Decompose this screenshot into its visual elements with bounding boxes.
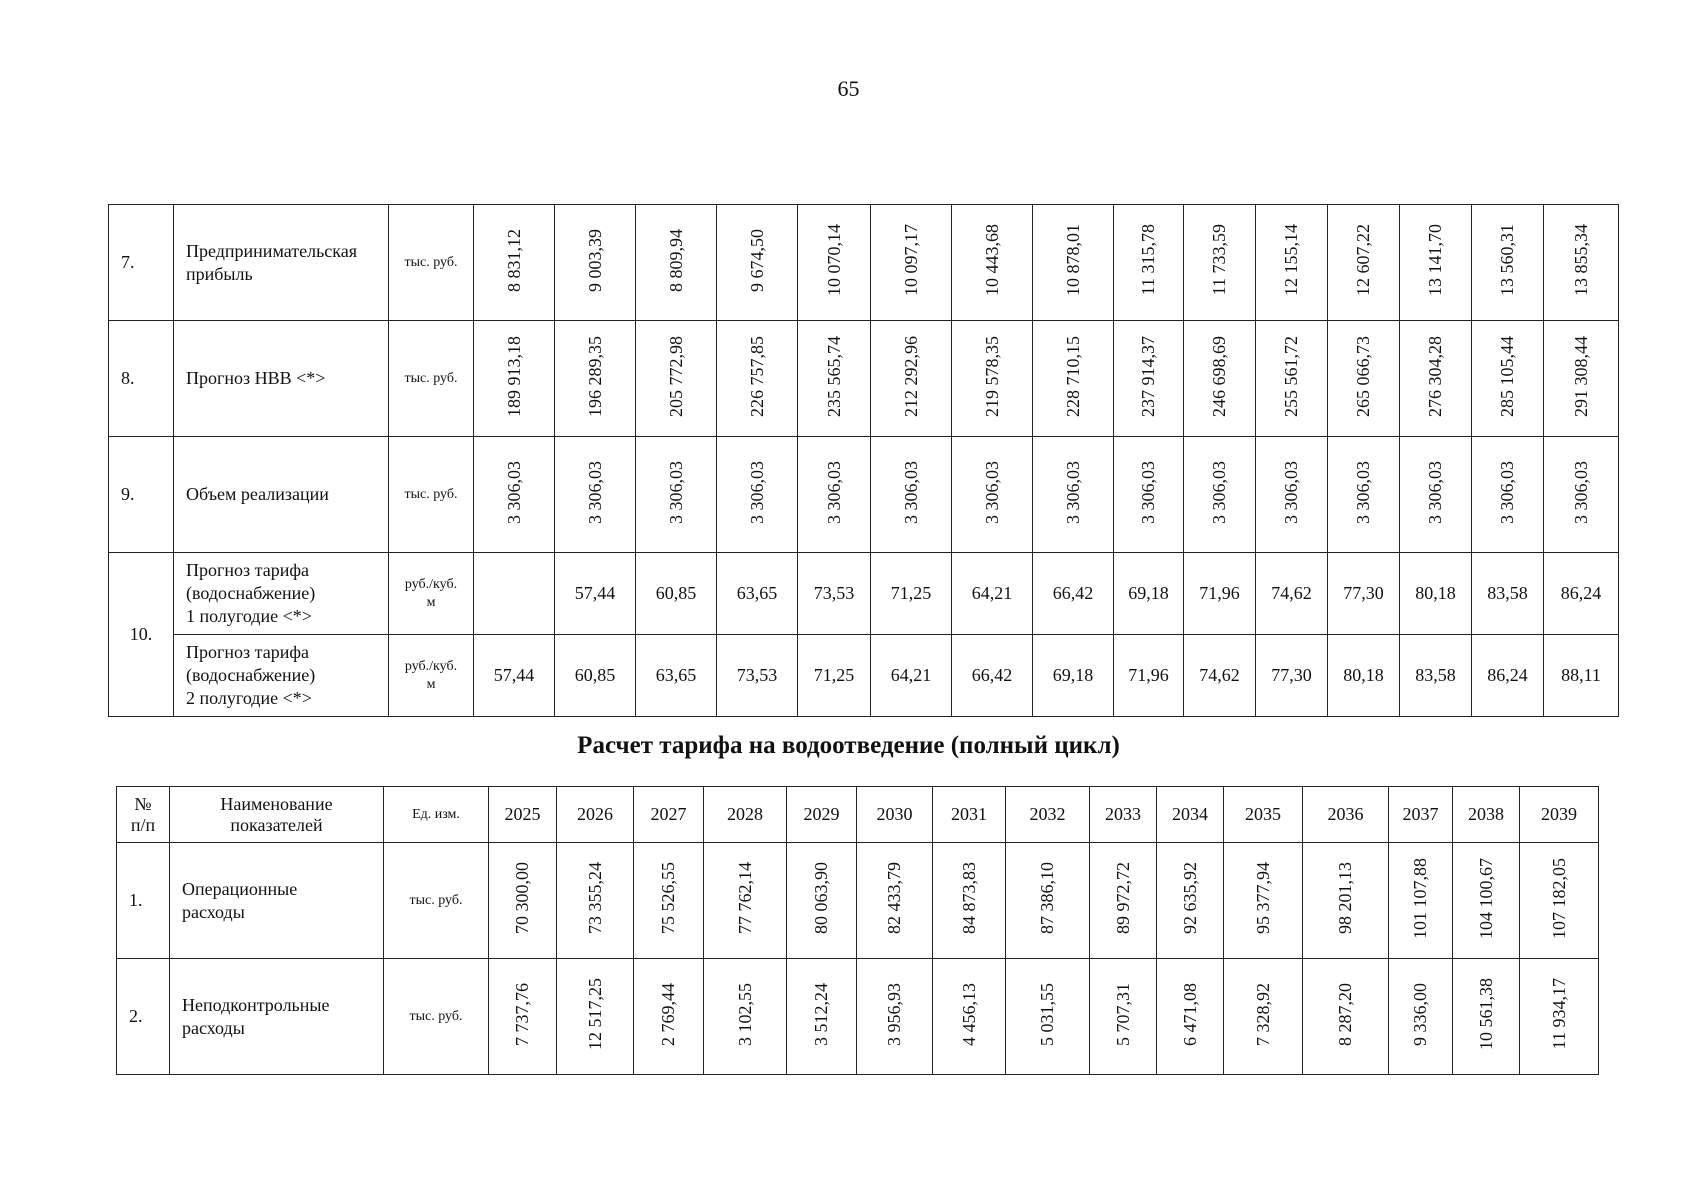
cell-value: 8 287,20 <box>1335 982 1355 1046</box>
value-cell <box>717 321 798 437</box>
header-number <box>117 787 170 843</box>
cell-value: 104 100,67 <box>1475 857 1496 939</box>
name-line: 2 полугодие <*> <box>186 688 312 708</box>
value-cell <box>1033 205 1114 321</box>
indicator-name <box>174 635 389 717</box>
value-cell <box>798 437 871 553</box>
value-cell <box>1114 437 1184 553</box>
cell-value: 12 607,22 <box>1353 224 1373 296</box>
cell-value: 6 471,08 <box>1179 982 1200 1046</box>
row-number: 1. <box>117 843 170 959</box>
cell-value: 3 306,03 <box>1281 460 1301 524</box>
cell-value: 235 565,74 <box>823 335 844 417</box>
value-cell: 66,42 <box>1033 553 1114 635</box>
cell-value: 9 336,00 <box>1410 982 1430 1046</box>
header-line: Наименование <box>220 793 333 814</box>
year-header: 2038 <box>1453 787 1520 843</box>
cell-value: 8 831,12 <box>503 228 524 292</box>
cell-value: 13 141,70 <box>1425 224 1445 296</box>
value-cell: 71,96 <box>1184 553 1256 635</box>
cell-value: 291 308,44 <box>1570 335 1591 417</box>
cell-value: 89 972,72 <box>1112 862 1133 934</box>
value-cell <box>1184 437 1256 553</box>
cell-value: 77 762,14 <box>734 862 755 934</box>
table-header-row <box>117 787 1599 843</box>
cell-value: 10 443,68 <box>981 224 1002 296</box>
cell-value: 3 512,24 <box>811 982 831 1046</box>
value-cell <box>1544 437 1619 553</box>
value-cell <box>933 843 1006 959</box>
cell-value: 3 306,03 <box>1497 460 1517 524</box>
value-cell: 77,30 <box>1328 553 1400 635</box>
value-cell <box>1520 843 1599 959</box>
name-line: (водоснабжение) <box>186 665 316 685</box>
value-cell <box>952 321 1033 437</box>
value-cell <box>634 843 704 959</box>
value-cell <box>636 205 717 321</box>
table-row <box>117 959 1599 1075</box>
value-cell <box>787 959 857 1075</box>
cell-value: 7 737,76 <box>512 982 532 1046</box>
value-cell <box>1006 959 1090 1075</box>
name-line: расходы <box>182 1017 245 1038</box>
unit-line: руб./куб. <box>404 658 458 674</box>
value-cell <box>489 959 557 1075</box>
value-cell <box>717 437 798 553</box>
name-line: 1 полугодие <*> <box>186 606 312 626</box>
cell-value: 226 757,85 <box>746 335 767 417</box>
value-cell: 74,62 <box>1184 635 1256 717</box>
cell-value: 82 433,79 <box>884 862 904 934</box>
cell-value: 10 070,14 <box>823 224 844 296</box>
name-line: Прогноз тарифа <box>186 560 309 580</box>
value-cell: 83,58 <box>1400 635 1472 717</box>
indicator-name: Объем реализации <box>174 437 389 553</box>
value-cell <box>474 437 555 553</box>
value-cell <box>704 843 787 959</box>
value-cell <box>1400 321 1472 437</box>
cell-value: 3 306,03 <box>981 460 1002 524</box>
value-cell <box>1400 437 1472 553</box>
cell-value: 13 560,31 <box>1497 224 1517 296</box>
value-cell <box>1114 205 1184 321</box>
value-cell <box>1256 321 1328 437</box>
table-row <box>109 321 1619 437</box>
cell-value: 4 456,13 <box>958 982 979 1046</box>
value-cell <box>1033 437 1114 553</box>
value-cell: 63,65 <box>636 635 717 717</box>
header-unit: Ед. изм. <box>384 787 489 843</box>
cell-value: 3 306,03 <box>1062 460 1083 524</box>
cell-value: 70 300,00 <box>512 862 532 934</box>
table-row <box>109 635 1619 717</box>
value-cell: 73,53 <box>798 553 871 635</box>
name-line: Операционные <box>182 878 298 899</box>
value-cell <box>1328 321 1400 437</box>
value-cell <box>474 321 555 437</box>
value-cell: 74,62 <box>1256 553 1328 635</box>
value-cell: 63,65 <box>717 553 798 635</box>
value-cell: 71,25 <box>871 553 952 635</box>
cell-value: 98 201,13 <box>1335 862 1355 934</box>
value-cell: 60,85 <box>555 635 636 717</box>
value-cell <box>857 959 933 1075</box>
value-cell: 64,21 <box>871 635 952 717</box>
value-cell <box>933 959 1006 1075</box>
value-cell <box>557 959 634 1075</box>
section-title: Расчет тарифа на водоотведение (полный цикл) <box>577 732 1120 759</box>
cell-value: 95 377,94 <box>1252 862 1273 934</box>
value-cell <box>555 205 636 321</box>
cell-value: 11 934,17 <box>1548 978 1569 1050</box>
cell-value: 7 328,92 <box>1252 982 1273 1046</box>
header-line: п/п <box>130 814 156 835</box>
cell-value: 3 306,03 <box>1353 460 1373 524</box>
year-header: 2037 <box>1389 787 1453 843</box>
year-header: 2031 <box>933 787 1006 843</box>
value-cell: 88,11 <box>1544 635 1619 717</box>
cell-value: 13 855,34 <box>1570 224 1591 296</box>
indicator-name <box>170 843 384 959</box>
cell-value: 10 878,01 <box>1062 224 1083 296</box>
value-cell <box>474 205 555 321</box>
unit-cell: тыс. руб. <box>384 843 489 959</box>
value-cell: 71,25 <box>798 635 871 717</box>
value-cell <box>1389 843 1453 959</box>
name-line: (водоснабжение) <box>186 583 316 603</box>
indicator-name <box>174 553 389 635</box>
cell-value: 3 306,03 <box>1209 460 1229 524</box>
value-cell <box>798 321 871 437</box>
header-name <box>170 787 384 843</box>
cell-value: 285 105,44 <box>1497 335 1517 417</box>
value-cell <box>1184 321 1256 437</box>
cell-value: 3 956,93 <box>884 982 904 1046</box>
value-cell <box>1303 959 1389 1075</box>
year-header: 2029 <box>787 787 857 843</box>
value-cell <box>717 205 798 321</box>
cell-value: 246 698,69 <box>1209 335 1229 417</box>
unit-cell <box>389 635 474 717</box>
unit-cell: тыс. руб. <box>389 205 474 321</box>
table-row <box>117 843 1599 959</box>
value-cell: 73,53 <box>717 635 798 717</box>
value-cell <box>1453 959 1520 1075</box>
value-cell: 86,24 <box>1544 553 1619 635</box>
cell-value: 219 578,35 <box>981 335 1002 417</box>
value-cell <box>952 205 1033 321</box>
cell-value: 3 102,55 <box>734 982 755 1046</box>
cell-value: 73 355,24 <box>584 862 605 934</box>
cell-value: 3 306,03 <box>900 460 921 524</box>
cell-value: 80 063,90 <box>811 862 831 934</box>
value-cell: 57,44 <box>555 553 636 635</box>
year-header: 2027 <box>634 787 704 843</box>
value-cell <box>1303 843 1389 959</box>
value-cell <box>871 321 952 437</box>
cell-value: 12 155,14 <box>1281 224 1301 296</box>
cell-value: 3 306,03 <box>665 460 686 524</box>
value-cell <box>1472 437 1544 553</box>
value-cell <box>1389 959 1453 1075</box>
cell-value: 9 003,39 <box>584 228 605 292</box>
year-header: 2039 <box>1520 787 1599 843</box>
year-header: 2025 <box>489 787 557 843</box>
header-line: № <box>134 793 152 814</box>
value-cell <box>557 843 634 959</box>
value-cell <box>636 321 717 437</box>
cell-value: 11 315,78 <box>1138 224 1158 296</box>
cell-value: 10 097,17 <box>900 224 921 296</box>
row-number: 8. <box>109 321 174 437</box>
value-cell <box>1256 437 1328 553</box>
value-cell <box>1256 205 1328 321</box>
header-line: показателей <box>230 814 323 835</box>
value-cell <box>871 437 952 553</box>
row-number: 2. <box>117 959 170 1075</box>
indicator-name: Предпринимательская прибыль <box>174 205 389 321</box>
cell-value: 11 733,59 <box>1209 224 1229 296</box>
cell-value: 212 292,96 <box>900 335 921 417</box>
value-cell: 71,96 <box>1114 635 1184 717</box>
value-cell <box>1114 321 1184 437</box>
indicator-name <box>170 959 384 1075</box>
cell-value: 101 107,88 <box>1410 857 1430 939</box>
value-cell <box>489 843 557 959</box>
cell-value: 3 306,03 <box>503 460 524 524</box>
value-cell <box>1090 959 1157 1075</box>
value-cell <box>634 959 704 1075</box>
year-header: 2030 <box>857 787 933 843</box>
cell-value: 265 066,73 <box>1353 335 1373 417</box>
name-line: Прогноз тарифа <box>186 642 309 662</box>
year-header: 2034 <box>1157 787 1224 843</box>
cell-value: 3 306,03 <box>1425 460 1445 524</box>
cell-value: 3 306,03 <box>823 460 844 524</box>
value-cell: 86,24 <box>1472 635 1544 717</box>
value-cell: 77,30 <box>1256 635 1328 717</box>
value-cell: 69,18 <box>1114 553 1184 635</box>
cell-value: 92 635,92 <box>1179 862 1200 934</box>
value-cell <box>1328 437 1400 553</box>
value-cell <box>1157 959 1224 1075</box>
cell-value: 107 182,05 <box>1548 857 1569 939</box>
value-cell: 66,42 <box>952 635 1033 717</box>
table-row <box>109 205 1619 321</box>
cell-value: 5 707,31 <box>1112 982 1133 1046</box>
value-cell <box>857 843 933 959</box>
value-cell <box>1157 843 1224 959</box>
unit-line: м <box>426 594 436 610</box>
value-cell: 80,18 <box>1400 553 1472 635</box>
value-cell <box>1544 205 1619 321</box>
cell-value: 3 306,03 <box>746 460 767 524</box>
cell-value: 5 031,55 <box>1037 982 1057 1046</box>
unit-cell <box>389 553 474 635</box>
cell-value: 84 873,83 <box>958 862 979 934</box>
row-number: 10. <box>109 553 174 717</box>
value-cell <box>1544 321 1619 437</box>
unit-cell: тыс. руб. <box>389 437 474 553</box>
value-cell <box>1224 843 1303 959</box>
row-number: 9. <box>109 437 174 553</box>
value-cell <box>787 843 857 959</box>
value-cell: 80,18 <box>1328 635 1400 717</box>
value-cell <box>1224 959 1303 1075</box>
year-header: 2026 <box>557 787 634 843</box>
page-number: 65 <box>837 76 860 101</box>
value-cell <box>1328 205 1400 321</box>
value-cell: 64,21 <box>952 553 1033 635</box>
table-row <box>109 437 1619 553</box>
value-cell <box>952 437 1033 553</box>
cell-value: 8 809,94 <box>665 228 686 292</box>
value-cell: 69,18 <box>1033 635 1114 717</box>
row-number: 7. <box>109 205 174 321</box>
value-cell: 57,44 <box>474 635 555 717</box>
cell-value: 228 710,15 <box>1062 335 1083 417</box>
cell-value: 9 674,50 <box>746 228 767 292</box>
year-header: 2028 <box>704 787 787 843</box>
cell-value: 87 386,10 <box>1037 862 1057 934</box>
value-cell <box>1453 843 1520 959</box>
year-header: 2036 <box>1303 787 1389 843</box>
cell-value: 75 526,55 <box>658 862 678 934</box>
value-cell <box>871 205 952 321</box>
value-cell <box>1472 321 1544 437</box>
value-cell <box>636 437 717 553</box>
indicator-name: Прогноз НВВ <*> <box>174 321 389 437</box>
cell-value: 255 561,72 <box>1281 335 1301 417</box>
cell-value: 205 772,98 <box>665 335 686 417</box>
value-cell: 83,58 <box>1472 553 1544 635</box>
unit-cell: тыс. руб. <box>384 959 489 1075</box>
value-cell <box>1184 205 1256 321</box>
cell-value: 189 913,18 <box>503 335 524 417</box>
value-cell <box>798 205 871 321</box>
cell-value: 237 914,37 <box>1138 335 1158 417</box>
value-cell <box>1472 205 1544 321</box>
cell-value: 3 306,03 <box>1138 460 1158 524</box>
cell-value: 276 304,28 <box>1425 335 1445 417</box>
cell-value: 10 561,38 <box>1475 978 1496 1050</box>
cell-value: 3 306,03 <box>1570 460 1591 524</box>
value-cell <box>1400 205 1472 321</box>
tariff-table-water-supply <box>108 204 1619 717</box>
year-header: 2033 <box>1090 787 1157 843</box>
cell-value: 196 289,35 <box>584 335 605 417</box>
unit-cell: тыс. руб. <box>389 321 474 437</box>
value-cell <box>1520 959 1599 1075</box>
unit-line: руб./куб. <box>404 576 458 592</box>
name-line: Неподконтрольные <box>182 994 330 1015</box>
value-cell <box>1006 843 1090 959</box>
cell-value: 12 517,25 <box>584 978 605 1050</box>
tariff-table-wastewater <box>116 786 1599 1075</box>
value-cell <box>1033 321 1114 437</box>
year-header: 2032 <box>1006 787 1090 843</box>
value-cell <box>1090 843 1157 959</box>
year-header: 2035 <box>1224 787 1303 843</box>
unit-line: м <box>426 676 436 692</box>
value-cell <box>555 437 636 553</box>
name-line: расходы <box>182 901 245 922</box>
value-cell <box>555 321 636 437</box>
value-cell <box>704 959 787 1075</box>
cell-value: 3 306,03 <box>584 460 605 524</box>
value-cell: 60,85 <box>636 553 717 635</box>
table-row <box>109 553 1619 635</box>
cell-value: 2 769,44 <box>658 982 678 1046</box>
value-cell <box>474 553 555 635</box>
